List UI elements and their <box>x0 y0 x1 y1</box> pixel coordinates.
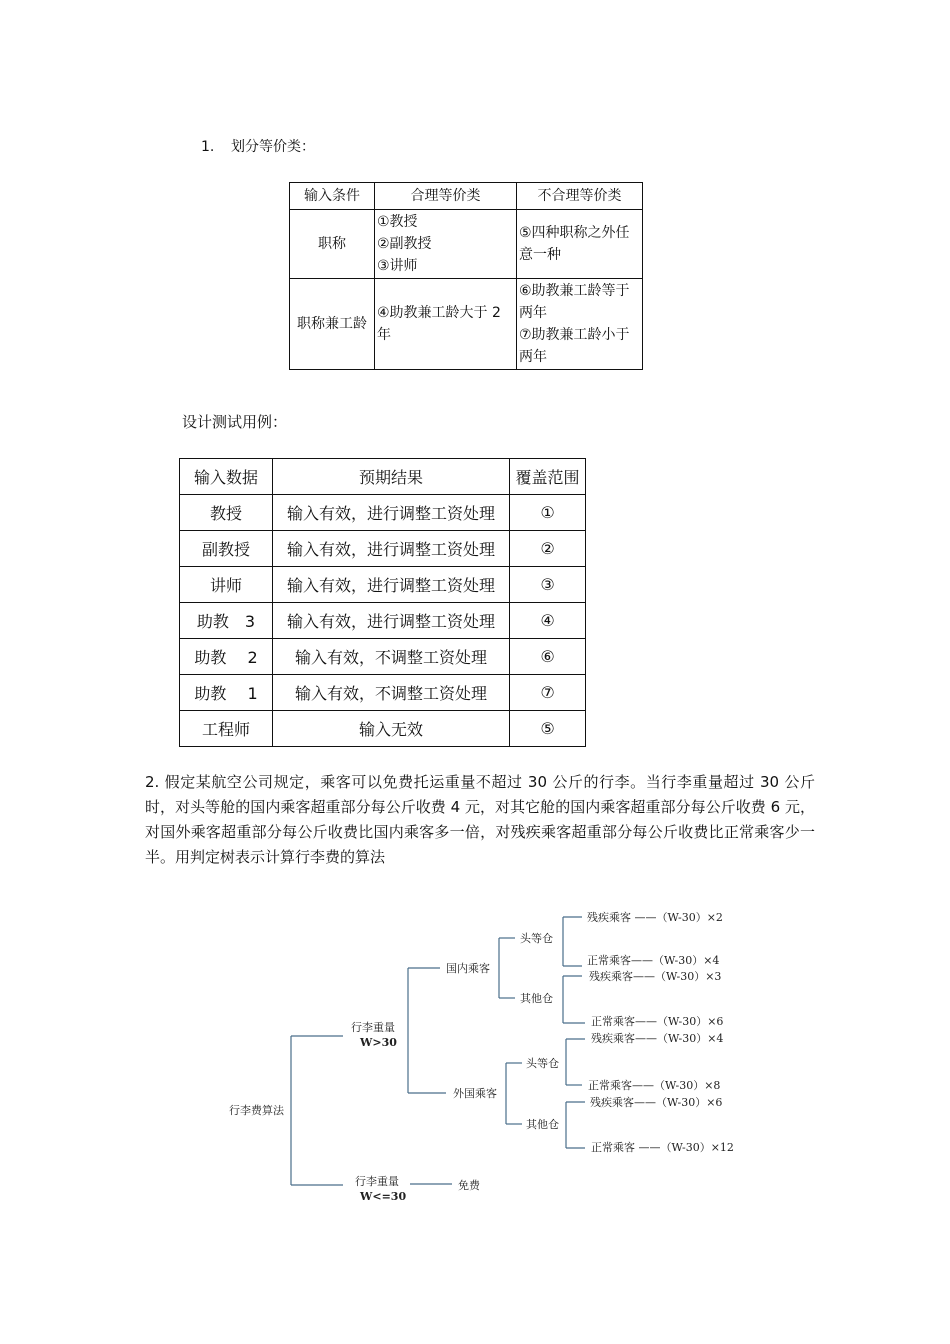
table-row <box>180 711 586 747</box>
invalid-item: 两年 <box>519 349 547 365</box>
valid-item: ①教授 <box>377 214 418 230</box>
input-cell: 助教 2 <box>180 639 273 675</box>
table-row <box>290 279 643 370</box>
table-row <box>180 531 586 567</box>
valid-item: 年 <box>377 327 391 343</box>
input-cell: 助教 3 <box>180 603 273 639</box>
coverage-cell: ① <box>510 495 586 531</box>
first-class-label: 头等仓 <box>520 932 553 945</box>
test-case-table <box>179 458 586 747</box>
tree-root-label: 行李费算法 <box>229 1104 284 1117</box>
result-cell: 输入有效，不调整工资处理 <box>273 675 510 711</box>
other-class-label: 其他仓 <box>526 1118 559 1131</box>
table-header: 覆盖范围 <box>510 459 586 495</box>
invalid-item: ⑥助教兼工龄等于 <box>519 283 630 299</box>
input-cell: 讲师 <box>180 567 273 603</box>
weight-gt-label: 行李重量 <box>351 1021 395 1034</box>
leaf-label: 正常乘客——（W-30）×4 <box>587 954 720 967</box>
table-row <box>180 603 586 639</box>
result-cell: 输入有效，进行调整工资处理 <box>273 495 510 531</box>
table-row <box>180 567 586 603</box>
table-header-row <box>180 459 586 495</box>
section2-title: 设计测试用例： <box>182 413 288 431</box>
coverage-cell: ⑦ <box>510 675 586 711</box>
table-row <box>290 210 643 279</box>
table-header-row <box>290 183 643 210</box>
input-cell: 教授 <box>180 495 273 531</box>
leaf-label: 正常乘客——（W-30）×6 <box>591 1015 724 1028</box>
valid-item: ③讲师 <box>377 258 418 274</box>
result-cell: 输入有效，进行调整工资处理 <box>273 531 510 567</box>
equivalence-class-table <box>289 182 643 370</box>
first-class-label: 头等仓 <box>526 1057 559 1070</box>
leaf-label: 残疾乘客——（W-30）×6 <box>590 1096 723 1109</box>
invalid-item: ⑤四种职称之外任 <box>519 225 630 241</box>
coverage-cell: ③ <box>510 567 586 603</box>
problem2-paragraph: 2. 假定某航空公司规定，乘客可以免费托运重量不超过 30 公斤的行李。当行李重量超过 30 公斤时，对头等舱的国内乘客超重部分每公斤收费 4 元，对其它舱的国内乘客超重部分每公斤收费 6 元，对国外乘客超重部分每公斤收费比国内乘客多一倍，对残疾乘客超重部分每公斤收费比正常乘客少一半。用判定树表示计算行李费的算法 <box>145 773 815 866</box>
result-cell: 输入有效，不调整工资处理 <box>273 639 510 675</box>
table-header: 预期结果 <box>273 459 510 495</box>
coverage-cell: ④ <box>510 603 586 639</box>
leaf-label: 残疾乘客——（W-30）×4 <box>591 1032 724 1045</box>
input-cell: 副教授 <box>180 531 273 567</box>
valid-class-cell <box>375 210 517 279</box>
section1-title: 划分等价类： <box>231 139 315 155</box>
invalid-item: 两年 <box>519 305 547 321</box>
coverage-cell: ② <box>510 531 586 567</box>
input-cell: 助教 1 <box>180 675 273 711</box>
invalid-class-cell <box>517 279 643 370</box>
result-cell: 输入有效，进行调整工资处理 <box>273 567 510 603</box>
valid-class-cell <box>375 279 517 370</box>
valid-item: ④助教兼工龄大于 2 <box>377 305 501 321</box>
table-row <box>180 495 586 531</box>
table-header: 输入数据 <box>180 459 273 495</box>
table-row <box>180 639 586 675</box>
result-cell: 输入有效，进行调整工资处理 <box>273 603 510 639</box>
weight-le-condition: W<=30 <box>360 1190 407 1203</box>
leaf-label: 正常乘客 ——（W-30）×12 <box>591 1141 734 1154</box>
domestic-label: 国内乘客 <box>446 962 490 975</box>
other-class-label: 其他仓 <box>520 992 553 1005</box>
condition-cell: 职称 <box>290 210 375 279</box>
leaf-label: 残疾乘客 ——（W-30）×2 <box>587 911 723 924</box>
table-header: 输入条件 <box>290 183 375 210</box>
table-row <box>180 675 586 711</box>
leaf-label: 正常乘客——（W-30）×8 <box>588 1079 721 1092</box>
weight-gt-condition: W>30 <box>360 1036 397 1049</box>
foreign-label: 外国乘客 <box>453 1087 497 1100</box>
table-header: 合理等价类 <box>375 183 517 210</box>
coverage-cell: ⑥ <box>510 639 586 675</box>
result-cell: 输入无效 <box>273 711 510 747</box>
section1-heading <box>201 136 315 156</box>
invalid-item: 意一种 <box>519 247 561 263</box>
leaf-label: 残疾乘客——（W-30）×3 <box>589 970 722 983</box>
decision-tree-diagram <box>0 890 950 1220</box>
table-header: 不合理等价类 <box>517 183 643 210</box>
valid-item: ②副教授 <box>377 236 432 252</box>
invalid-class-cell <box>517 210 643 279</box>
coverage-cell: ⑤ <box>510 711 586 747</box>
weight-le-label: 行李重量 <box>355 1175 399 1188</box>
invalid-item: ⑦助教兼工龄小于 <box>519 327 630 343</box>
section1-number: 1. <box>201 139 215 155</box>
free-label: 免费 <box>458 1179 480 1192</box>
input-cell: 工程师 <box>180 711 273 747</box>
condition-cell: 职称兼工龄 <box>290 279 375 370</box>
